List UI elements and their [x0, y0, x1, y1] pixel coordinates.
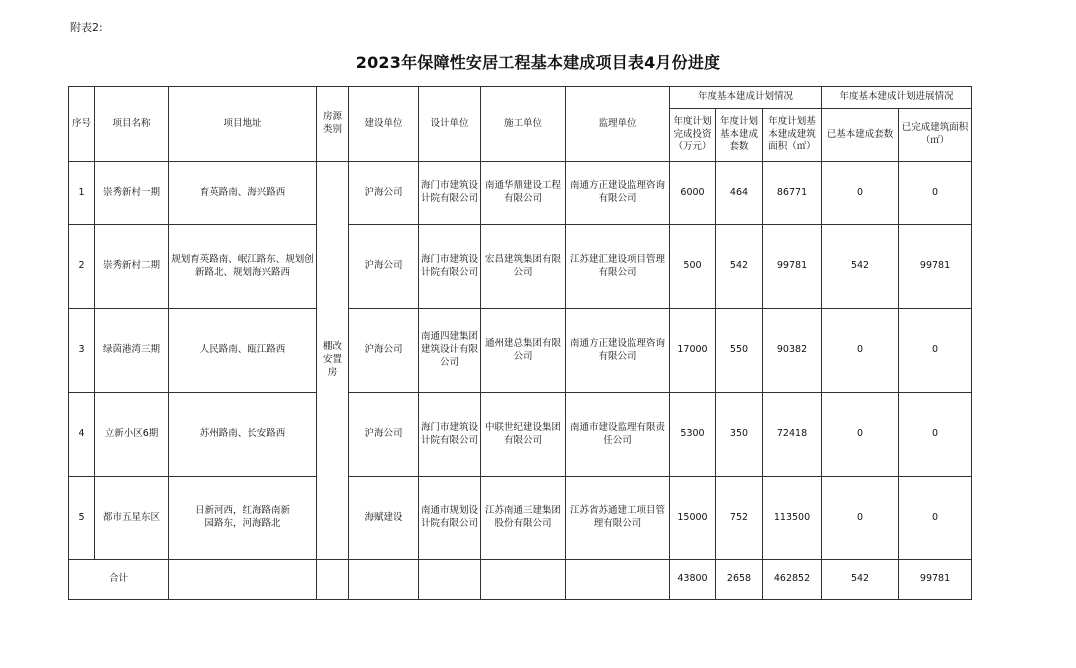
table-row	[69, 477, 972, 560]
cell-done-units: 542	[822, 225, 899, 309]
document-title: 2023年保障性安居工程基本建成项目表4月份进度	[355, 53, 721, 72]
cell-project-name: 崇秀新村一期	[95, 162, 169, 225]
cell-constructor: 通州建总集团有限公司	[481, 309, 566, 393]
cell-builder: 海赋建设	[349, 477, 419, 560]
cell-builder: 沪海公司	[349, 162, 419, 225]
cell-plan-area: 99781	[763, 225, 822, 309]
header-plan-investment: 年度计划完成投资（万元）	[670, 109, 716, 162]
header-seq: 序号	[69, 87, 95, 162]
cell-done-area: 99781	[899, 225, 972, 309]
total-empty-source	[317, 560, 349, 600]
cell-supervisor: 南通市建设监理有限责任公司	[566, 393, 670, 477]
cell-supervisor: 南通方正建设监理咨询有限公司	[566, 162, 670, 225]
total-empty-constructor	[481, 560, 566, 600]
total-plan-investment: 43800	[670, 560, 716, 600]
cell-plan-area: 90382	[763, 309, 822, 393]
cell-done-area: 0	[899, 393, 972, 477]
table-row	[69, 309, 972, 393]
cell-supervisor: 江苏建汇建设项目管理有限公司	[566, 225, 670, 309]
cell-project-address	[169, 477, 317, 560]
cell-source-type	[317, 162, 349, 560]
cell-done-units: 0	[822, 162, 899, 225]
attachment-label: 附表2:	[70, 21, 103, 34]
header-designer: 设计单位	[419, 87, 481, 162]
table-row	[69, 225, 972, 309]
table-row	[69, 393, 972, 477]
cell-plan-area: 86771	[763, 162, 822, 225]
cell-constructor: 宏昌建筑集团有限公司	[481, 225, 566, 309]
cell-done-units: 0	[822, 309, 899, 393]
cell-project-name: 绿茵港湾三期	[95, 309, 169, 393]
cell-seq: 1	[69, 162, 95, 225]
cell-designer: 南通四建集团建筑设计有限公司	[419, 309, 481, 393]
cell-supervisor: 江苏省苏通建工项目管理有限公司	[566, 477, 670, 560]
cell-plan-area: 113500	[763, 477, 822, 560]
total-plan-units: 2658	[716, 560, 763, 600]
cell-builder: 沪海公司	[349, 309, 419, 393]
cell-plan-units: 350	[716, 393, 763, 477]
cell-done-area: 0	[899, 162, 972, 225]
cell-seq: 3	[69, 309, 95, 393]
cell-project-name: 立新小区6期	[95, 393, 169, 477]
header-source-type: 房源类别	[317, 87, 349, 162]
cell-supervisor: 南通方正建设监理咨询有限公司	[566, 309, 670, 393]
cell-plan-units: 752	[716, 477, 763, 560]
header-project-name: 项目名称	[95, 87, 169, 162]
cell-designer: 海门市建筑设计院有限公司	[419, 162, 481, 225]
header-builder: 建设单位	[349, 87, 419, 162]
cell-done-area: 0	[899, 477, 972, 560]
cell-constructor: 中联世纪建设集团有限公司	[481, 393, 566, 477]
cell-plan-area: 72418	[763, 393, 822, 477]
cell-plan-units: 550	[716, 309, 763, 393]
cell-project-address-text: 日新河西，红海路南新园路东，河海路北	[194, 505, 290, 529]
total-label: 合计	[69, 560, 169, 600]
total-plan-area: 462852	[763, 560, 822, 600]
cell-seq: 2	[69, 225, 95, 309]
total-empty-address	[169, 560, 317, 600]
cell-plan-investment: 15000	[670, 477, 716, 560]
cell-project-name: 都市五星东区	[95, 477, 169, 560]
project-table	[68, 86, 972, 600]
cell-constructor: 江苏南通三建集团股份有限公司	[481, 477, 566, 560]
header-plan-units: 年度计划基本建成套数	[716, 109, 763, 162]
cell-done-units: 0	[822, 477, 899, 560]
cell-designer: 海门市建筑设计院有限公司	[419, 225, 481, 309]
cell-seq: 4	[69, 393, 95, 477]
cell-plan-investment: 500	[670, 225, 716, 309]
cell-project-address: 规划育英路南、岷江路东、规划创新路北、规划海兴路西	[169, 225, 317, 309]
cell-project-address: 苏州路南、长安路西	[169, 393, 317, 477]
cell-plan-units: 542	[716, 225, 763, 309]
total-empty-supervisor	[566, 560, 670, 600]
source-type-value: 棚改安置房	[322, 341, 342, 378]
header-constructor: 施工单位	[481, 87, 566, 162]
cell-designer: 海门市建筑设计院有限公司	[419, 393, 481, 477]
header-done-units: 已基本建成套数	[822, 109, 899, 162]
cell-designer: 南通市规划设计院有限公司	[419, 477, 481, 560]
cell-plan-investment: 5300	[670, 393, 716, 477]
header-project-address: 项目地址	[169, 87, 317, 162]
cell-project-name: 崇秀新村二期	[95, 225, 169, 309]
header-done-area: 已完成建筑面积（㎡）	[899, 109, 972, 162]
total-empty-designer	[419, 560, 481, 600]
total-done-units: 542	[822, 560, 899, 600]
header-progress-group: 年度基本建成计划进展情况	[822, 87, 972, 109]
total-done-area: 99781	[899, 560, 972, 600]
cell-done-units: 0	[822, 393, 899, 477]
total-row	[69, 560, 972, 600]
cell-seq: 5	[69, 477, 95, 560]
cell-builder: 沪海公司	[349, 393, 419, 477]
total-empty-builder	[349, 560, 419, 600]
header-supervisor: 监理单位	[566, 87, 670, 162]
cell-plan-units: 464	[716, 162, 763, 225]
cell-plan-investment: 6000	[670, 162, 716, 225]
cell-constructor: 南通华鼎建设工程有限公司	[481, 162, 566, 225]
cell-project-address: 育英路南、海兴路西	[169, 162, 317, 225]
cell-builder: 沪海公司	[349, 225, 419, 309]
header-plan-group: 年度基本建成计划情况	[670, 87, 822, 109]
cell-plan-investment: 17000	[670, 309, 716, 393]
table-row	[69, 162, 972, 225]
cell-done-area: 0	[899, 309, 972, 393]
header-plan-area: 年度计划基本建成建筑面积（㎡）	[763, 109, 822, 162]
header-row-top	[69, 87, 972, 109]
cell-project-address: 人民路南、瓯江路西	[169, 309, 317, 393]
